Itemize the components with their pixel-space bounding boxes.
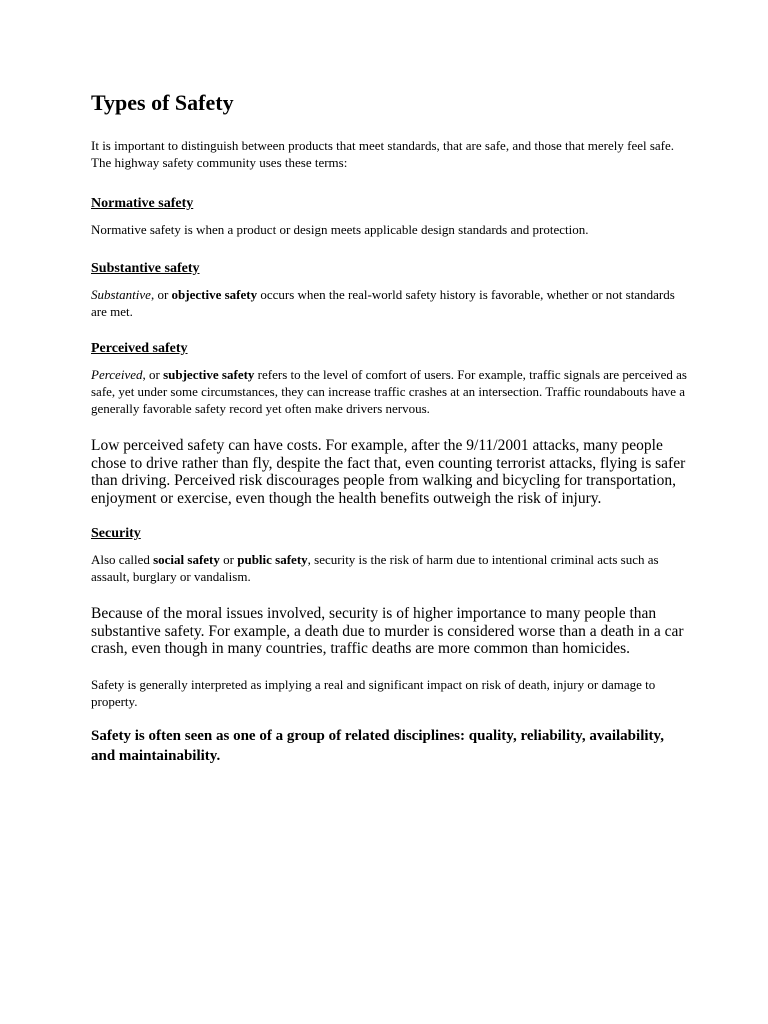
public-safety-term: public safety — [237, 552, 308, 567]
perceived-safety-heading: Perceived safety — [91, 341, 188, 356]
normative-safety-heading: Normative safety — [91, 196, 194, 211]
security-mid: or — [219, 552, 238, 567]
security-heading: Security — [91, 526, 141, 541]
security-body: , security is the risk of harm due to intentional criminal acts such as assault, burglary or vandalism. — [91, 552, 659, 584]
closing-paragraph: Safety is often seen as one of a group of related disciplines: quality, reliability, availability, and maintainability. — [91, 727, 664, 764]
perceived-costs-paragraph: Low perceived safety can have costs. For example, after the 9/11/2001 attacks, many people chose to drive rather than fly, despite the fact that, even counting terrorist attacks, flying is safer than driving. Perceived risk discourages people from walking and bicycling for transportation, enjoyment or exercise, even though the health benefits outweigh the risk of injury. — [91, 437, 686, 507]
substantive-term: Substantive — [91, 287, 151, 302]
security-lead: Also called — [91, 552, 154, 567]
perceived-body: refers to the level of comfort of users. For example, traffic signals are perceived as safe, yet under some circumstances, they can increase traffic crashes at an intersection. Traffic roundabouts have a generally favorable safety record yet often make drivers nervous. — [91, 367, 687, 416]
subjective-safety-term: subjective safety — [163, 367, 255, 382]
objective-safety-term: objective safety — [171, 287, 258, 302]
perceived-term: Perceived — [91, 367, 143, 382]
document-page — [91, 88, 691, 766]
substantive-safety-paragraph — [91, 286, 691, 320]
perceived-safety-paragraph — [91, 366, 691, 417]
interpretation-paragraph: Safety is generally interpreted as implying a real and significant impact on risk of death, injury or damage to property. — [91, 676, 656, 709]
social-safety-term: social safety — [153, 552, 220, 567]
substantive-separator: , or — [150, 287, 172, 302]
security-paragraph — [91, 551, 691, 585]
intro-paragraph: It is important to distinguish between products that meet standards, that are safe, and those that merely feel safe. The highway safety community uses these terms: — [91, 138, 675, 170]
substantive-body: occurs when the real-world safety history is favorable, whether or not standards are met. — [91, 287, 675, 319]
substantive-safety-heading: Substantive safety — [91, 261, 200, 276]
moral-issues-paragraph: Because of the moral issues involved, security is of higher importance to many people than substantive safety. For example, a death due to murder is considered worse than a death in a car crash, even though in many countries, traffic deaths are more common than homicides. — [91, 605, 684, 657]
perceived-separator: , or — [142, 367, 164, 382]
normative-safety-paragraph: Normative safety is when a product or design meets applicable design standards and protection. — [91, 222, 589, 237]
page-title: Types of Safety — [91, 90, 234, 115]
